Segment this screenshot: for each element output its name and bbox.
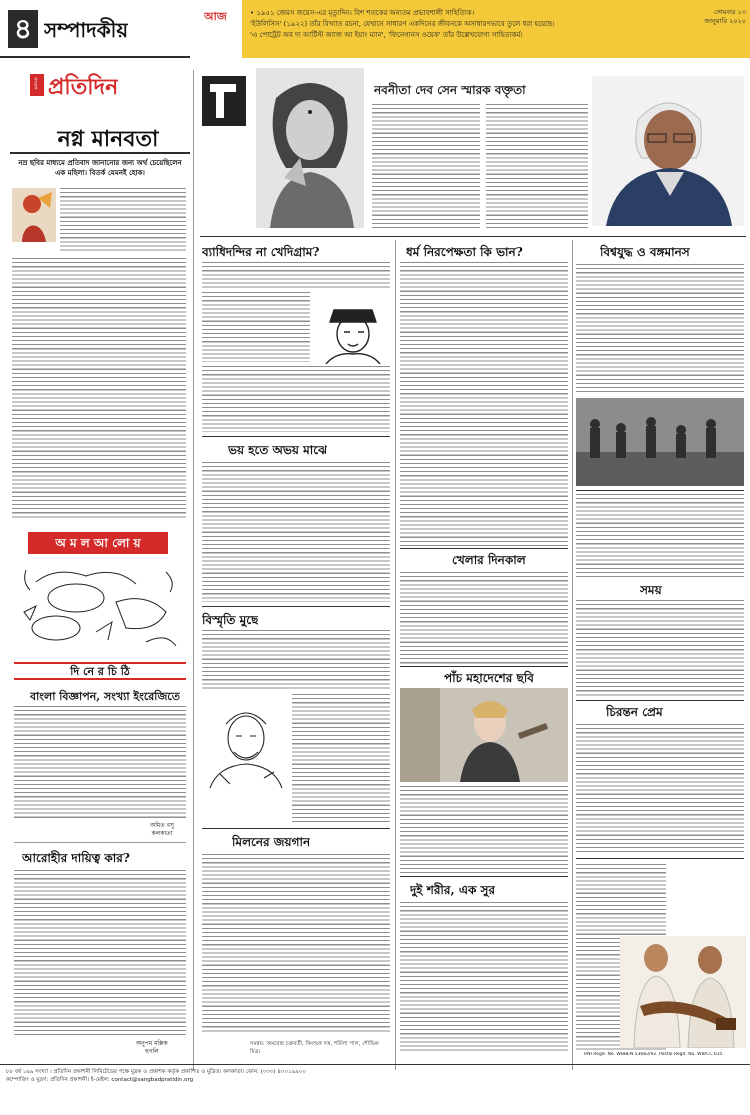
letter-1-body: [14, 706, 186, 820]
footer: [6, 1068, 744, 1084]
column-e1-body: [576, 264, 744, 394]
column-d1-title: ধর্ম নিরপেক্ষতা কি ভান?: [406, 245, 523, 259]
editorial-title: নগ্ন মানবতা: [57, 126, 159, 152]
column-c2-body: [202, 462, 390, 602]
d-rule-1: [400, 548, 568, 549]
d-rule-3: [400, 876, 568, 877]
page-number: ৪: [8, 10, 38, 48]
column-divider-right: [572, 240, 573, 1070]
portrait-amartya-image: [592, 76, 744, 226]
cartoon-drawing: [16, 562, 184, 652]
e-rule-0: [576, 490, 744, 491]
sketch-portrait-1-drawing: [316, 292, 390, 364]
amal-aloy-title: অ ম ল আ লো য়: [28, 532, 168, 554]
today-banner: [198, 0, 750, 58]
column-c4-title: মিলনের জয়গান: [232, 835, 311, 849]
column-d4-title: দুই শরীর, এক সুর: [410, 883, 496, 897]
sketch-portrait-2: [204, 694, 288, 788]
c-rule-2: [202, 606, 390, 607]
column-e2-title: সময়: [640, 583, 662, 597]
portrait-amartya: [592, 76, 744, 226]
cartoon: [16, 562, 184, 652]
column-c4-body: [202, 854, 390, 1034]
letter-1-signature: [150, 822, 174, 838]
lecture-bottom-rule: [200, 236, 746, 237]
column-c1-body: [202, 262, 390, 288]
e-rule-1: [576, 700, 744, 701]
column-e3-title: চিরন্তন প্রেম: [606, 705, 663, 719]
masthead-prefix: সংবাদ: [32, 77, 38, 90]
portrait-nabaneeta: [256, 68, 364, 228]
sketch-portrait-2-drawing: [204, 694, 288, 788]
editorial-subtitle: নম্র ছবির মাধ্যমে প্রতিবাদ জানানোর জন্য অর্থ চেয়েছিলেন এক মহিলা। বিতর্ক যেমনই হোক।: [18, 159, 182, 177]
today-label: আজ: [204, 10, 227, 23]
protest-photo-figure: [12, 188, 56, 242]
musicians-photo-large: [620, 936, 746, 1048]
column-d1-body: [400, 262, 568, 546]
footer-line-2: কম্পোজিং ও মুদ্রণ: প্রতিদিন প্রকাশনী। ই-মেইল: contact@sangbadpratidin.org: [6, 1077, 194, 1083]
d-rule-2: [400, 666, 568, 667]
section-name: সম্পাদকীয়: [44, 18, 129, 42]
column-c3-title: বিস্মৃতি মুছে: [202, 613, 259, 627]
war-photo-image: [576, 398, 744, 486]
column-c4-caption: সমন্বয়: অমরেন্দ্র চক্রবর্তী, কিংশুক দত্ত, শর্মিলা পাল, শৌভিক মিত্র।: [250, 1041, 379, 1055]
column-d3-body: [400, 786, 568, 874]
lecture-body-2: [486, 104, 588, 228]
letter-2-place: হুগলি: [144, 1048, 159, 1055]
footer-line-1: ৮৮ বর্ষ ১৯৯ সংখ্যা । প্রতিদিন প্রকাশনী লিমিটেডের পক্ষে মুদ্রক ও প্রকাশক কর্তৃক প্রকাশিত ও মুদ্রিত। কলকাতা। ফোন: (০৩৩) ৪০০১৯৯০০: [6, 1069, 306, 1075]
column-c3-body-right: [292, 694, 390, 824]
letter-1-name: অমিত বসু: [150, 822, 174, 829]
column-d3-title: পাঁচ মহাদেশের ছবি: [444, 671, 534, 685]
column-d2-body: [400, 572, 568, 664]
column-c1-title: ব্যাধিদন্দির না খেদিগ্রাম?: [202, 245, 320, 259]
letters-title: দি নে র চি ঠি: [70, 665, 130, 678]
column-c1-body-2: [202, 366, 390, 432]
issue-date: সোমবার ১৩ জানুয়ারি ২০২০: [704, 8, 746, 25]
letters-heading: [14, 662, 186, 680]
fashion-photo-image: [400, 688, 568, 782]
letter-2-title: আরোহীর দায়িত্ব কার?: [22, 851, 130, 865]
portrait-nabaneeta-image: [256, 68, 364, 228]
amal-aloy-box: [10, 532, 190, 652]
lecture-logo: [200, 70, 250, 132]
column-divider-mid: [395, 240, 396, 1070]
today-line-2: 'ইউলিসিস' (১৯২২) তাঁর বিখ্যাত রচনা, যেখানে সাধারণ একদিনের জীবনকে অসাধারণভাবে তুলে ধরা হয়েছে।: [250, 20, 555, 28]
column-c2-title: ভয় হতে অভয় মাঝে: [228, 443, 328, 457]
lecture-body-1: [372, 104, 480, 228]
page-number-tab: [0, 0, 190, 58]
letter-2-name: অনুপম মল্লিক: [136, 1040, 168, 1047]
column-d4-body: [400, 902, 568, 1052]
letter-2-body: [14, 870, 186, 1038]
musicians-photo-image: [620, 936, 746, 1048]
masthead-name: প্রতিদিন: [48, 74, 119, 100]
today-line-1: • ১৯৫১ জেমস জয়েস-এর মৃত্যুদিন। বিশ শতকের অন্যতম প্রভাবশালী সাহিত্যিক।: [250, 9, 475, 17]
fashion-photo: [400, 688, 568, 782]
editorial-title-underline: [10, 152, 190, 154]
lecture-title: নবনীতা দেব সেন স্মারক বক্তৃতা: [374, 83, 526, 97]
editorial-body-top: [60, 188, 186, 252]
letters-divider: [14, 842, 186, 843]
footer-rule: [0, 1064, 750, 1065]
today-text: [250, 8, 690, 41]
column-d2-title: খেলার দিনকাল: [452, 553, 526, 567]
protest-photo: [12, 188, 56, 242]
registration-number: RNI Regd. No. WBBEN 53683/92. Postal Regd. No. WB/CC 635: [584, 1052, 723, 1057]
column-e2-body: [576, 600, 744, 698]
column-c1-body-left: [202, 292, 310, 362]
c-rule-3: [202, 828, 390, 829]
war-photo: [576, 398, 744, 486]
column-e1-title: বিশ্বযুদ্ধ ও বঙ্গমানস: [600, 245, 690, 259]
letter-1-title: বাংলা বিজ্ঞাপন, সংখ্যা ইংরেজিতে: [30, 690, 180, 703]
lecture-logo-mark: [200, 70, 250, 132]
column-e3-body: [576, 724, 744, 854]
editorial-body: [12, 258, 186, 518]
column-e1-body-2: [576, 494, 744, 578]
today-line-3: 'এ পোর্ট্রেট অব দ্য আর্টিস্ট অ্যাজ আ ইয়াং ম্যান', 'ফিনেগানস ওয়েক' তাঁর উল্লেখযোগ্য সাহিত্যকর্ম।: [250, 31, 523, 39]
letter-1-place: কলকাতা: [151, 830, 173, 837]
sketch-portrait-1: [316, 292, 390, 364]
column-divider-left: [193, 70, 194, 1070]
c-rule-1: [202, 436, 390, 437]
masthead: [30, 70, 180, 100]
column-c3-body: [202, 630, 390, 690]
letter-2-signature: [136, 1040, 168, 1056]
e-rule-2: [576, 858, 744, 859]
